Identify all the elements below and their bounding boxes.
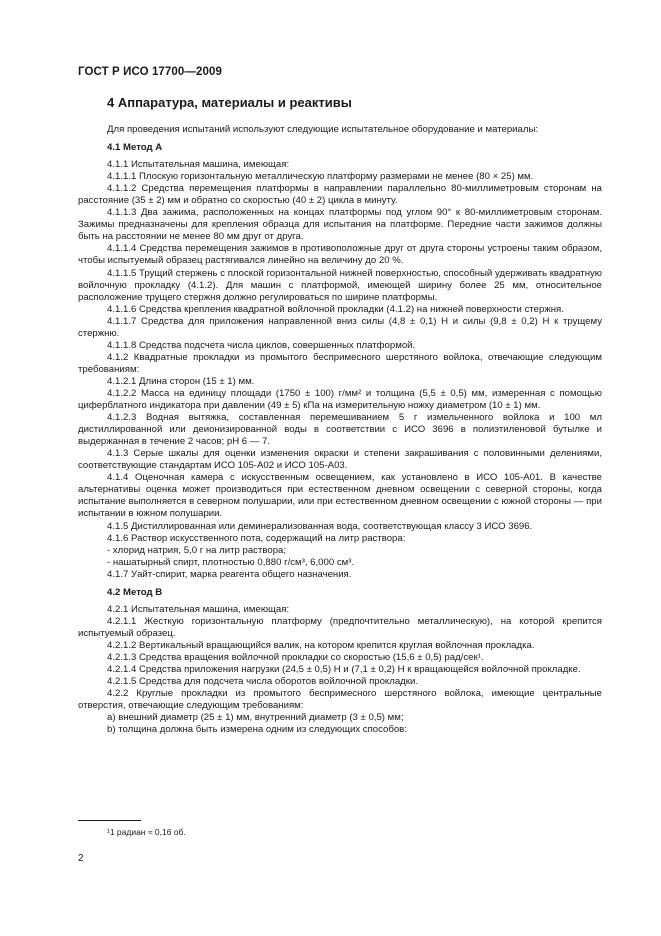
paragraph-4-1-2-2: 4.1.2.2 Масса на единицу площади (1750 ± 100) г/мм² и толщина (5,5 ± 0,5) мм, измеренная с помощью циферблатного индикатора при давлении (49 ± 5) кПа на измерительную ножку диаметром (10 ± 1) мм.: [78, 387, 602, 412]
paragraph-4-1-7: 4.1.7 Уайт-спирит, марка реагента общего назначения.: [107, 568, 352, 580]
list-item-sodium-chloride: - хлорид натрия, 5,0 г на литр раствора;: [107, 544, 287, 556]
paragraph-4-1-2: 4.1.2 Квадратные прокладки из промытого беспримесного шерстяного войлока, отвечающие следующим требованиям:: [78, 351, 602, 375]
paragraph-4-2-2: 4.2.2 Круглые прокладки из промытого беспримесного шерстяного войлока, имеющие центральные отверстия, отвечающие следующим требованиям:: [78, 688, 602, 712]
list-item-ammonia: - нашатырный спирт, плотностью 0,880 г/см³, 6,000 см³.: [107, 556, 355, 568]
paragraph-4-1-5: 4.1.5 Дистиллированная или деминерализованная вода, соответствующая классу 3 ИСО 3696.: [107, 520, 533, 532]
document-body: [78, 124, 602, 736]
paragraph-4-1-1-8: 4.1.1.8 Средства подсчета числа циклов, совершенных платформой.: [107, 339, 416, 351]
footnote-divider: [78, 820, 141, 821]
standard-header: ГОСТ Р ИСО 17700—2009: [78, 66, 223, 78]
paragraph-4-1-2-1: 4.1.2.1 Длина сторон (15 ± 1) мм.: [107, 375, 255, 387]
paragraph-4-1-1-7: 4.1.1.7 Средства для приложения направленной вниз силы (4,8 ± 0,1) Н и силы (9,8 ± 0,2) Н к трущему стержню.: [78, 315, 602, 339]
heading-method-a: 4.1 Метод А: [107, 142, 163, 154]
paragraph-4-1-2-3: 4.1.2.3 Водная вытяжка, составленная перемешиванием 5 г измельченного войлока и 100 мл дистиллированной или деионизированной воды в соответствии с ИСО 3696 в полиэтиленовой бутылке и выдержанная в течение 2 часов; рН 6 — 7.: [78, 412, 602, 448]
paragraph-4-2-1-3: 4.2.1.3 Средства вращения войлочной прокладки со скоростью (15,6 ± 0,5) рад/сек¹.: [107, 651, 484, 663]
section-title: 4 Аппаратура, материалы и реактивы: [107, 95, 352, 110]
paragraph-4-2-1-5: 4.2.1.5 Средства для подсчета числа оборотов войлочной прокладки.: [107, 676, 418, 688]
page-number: 2: [78, 853, 84, 864]
paragraph-4-1-3: 4.1.3 Серые шкалы для оценки изменения окраски и степени закрашивания с половинными делениями, соответствующие стандартам ИСО 105-А02 и ИСО 105-А03.: [78, 448, 602, 472]
list-item-thickness: b) толщина должна быть измерена одним из следующих способов:: [107, 724, 407, 736]
paragraph-4-1-1-5: 4.1.1.5 Трущий стержень с плоской горизонтальной нижней поверхностью, способный удерживать квадратную войлочную прокладку (4.1.2). Для машин с платформой, имеющей ширину более 25 мм, относительное расположение трущего стержня должно регулироваться по ширине платформы.: [78, 267, 602, 303]
paragraph-4-1-1-4: 4.1.1.4 Средства перемещения зажимов в противоположные друг от друга стороны устроены таким образом, чтобы испытуемый образец растягивался линейно на величину до 20 %.: [78, 243, 602, 267]
paragraph-4-1-1-6: 4.1.1.6 Средства крепления квадратной войлочной прокладки (4.1.2) на нижней поверхности стержня.: [107, 303, 564, 315]
paragraph-4-1-6: 4.1.6 Раствор искусственного пота, содержащий на литр раствора:: [107, 532, 406, 544]
footnote: ¹1 радиан ≈ 0,16 об.: [107, 827, 186, 837]
paragraph-4-1-4: 4.1.4 Оценочная камера с искусственным освещением, как установлено в ИСО 105-А01. В качестве альтернативы оценка может производиться при естественном дневном освещении с северной стороны, когда испытание выполняется в северном полушарии, или при естественном дневном освещении с южной стороны — при испытании в южном полушарии.: [78, 472, 602, 520]
paragraph-4-1-1-1: 4.1.1.1 Плоскую горизонтальную металлическую платформу размерами не менее (80 × 25) мм.: [107, 171, 534, 183]
paragraph-4-2-1: 4.2.1 Испытательная машина, имеющая:: [107, 603, 290, 615]
paragraph-intro: Для проведения испытаний используют следующие испытательное оборудование и материалы:: [107, 124, 539, 135]
paragraph-4-2-1-4: 4.2.1.4 Средства приложения нагрузки (24,5 ± 0,5) Н и (7,1 ± 0,2) Н к вращающейся войлочной прокладке.: [107, 664, 581, 676]
heading-method-b: 4.2 Метод В: [107, 586, 163, 598]
paragraph-4-1-1-2: 4.1.1.2 Средства перемещения платформы в направлении параллельно 80-миллиметровым сторонам на расстояние (35 ± 2) мм и обратно со скоростью (40 ± 2) цикла в минуту.: [78, 183, 602, 207]
list-item-diameter: а) внешний диаметр (25 ± 1) мм, внутренний диаметр (3 ± 0,5) мм;: [107, 712, 404, 724]
paragraph-4-2-1-2: 4.2.1.2 Вертикальный вращающийся валик, на котором крепится круглая войлочная прокладка.: [107, 639, 535, 651]
paragraph-4-1-1: 4.1.1 Испытательная машина, имеющая:: [107, 159, 290, 171]
paragraph-4-2-1-1: 4.2.1.1 Жесткую горизонтальную платформу (предпочтительно металлическую), на которой крепится испытуемый образец.: [78, 615, 602, 639]
paragraph-4-1-1-3: 4.1.1.3 Два зажима, расположенных на концах платформы под углом 90° к 80-миллиметровым сторонам. Зажимы предназначены для крепления образца для испытания на платформе. Передние части зажимов должны быть на расстоянии не менее 80 мм друг от друга.: [78, 207, 602, 243]
